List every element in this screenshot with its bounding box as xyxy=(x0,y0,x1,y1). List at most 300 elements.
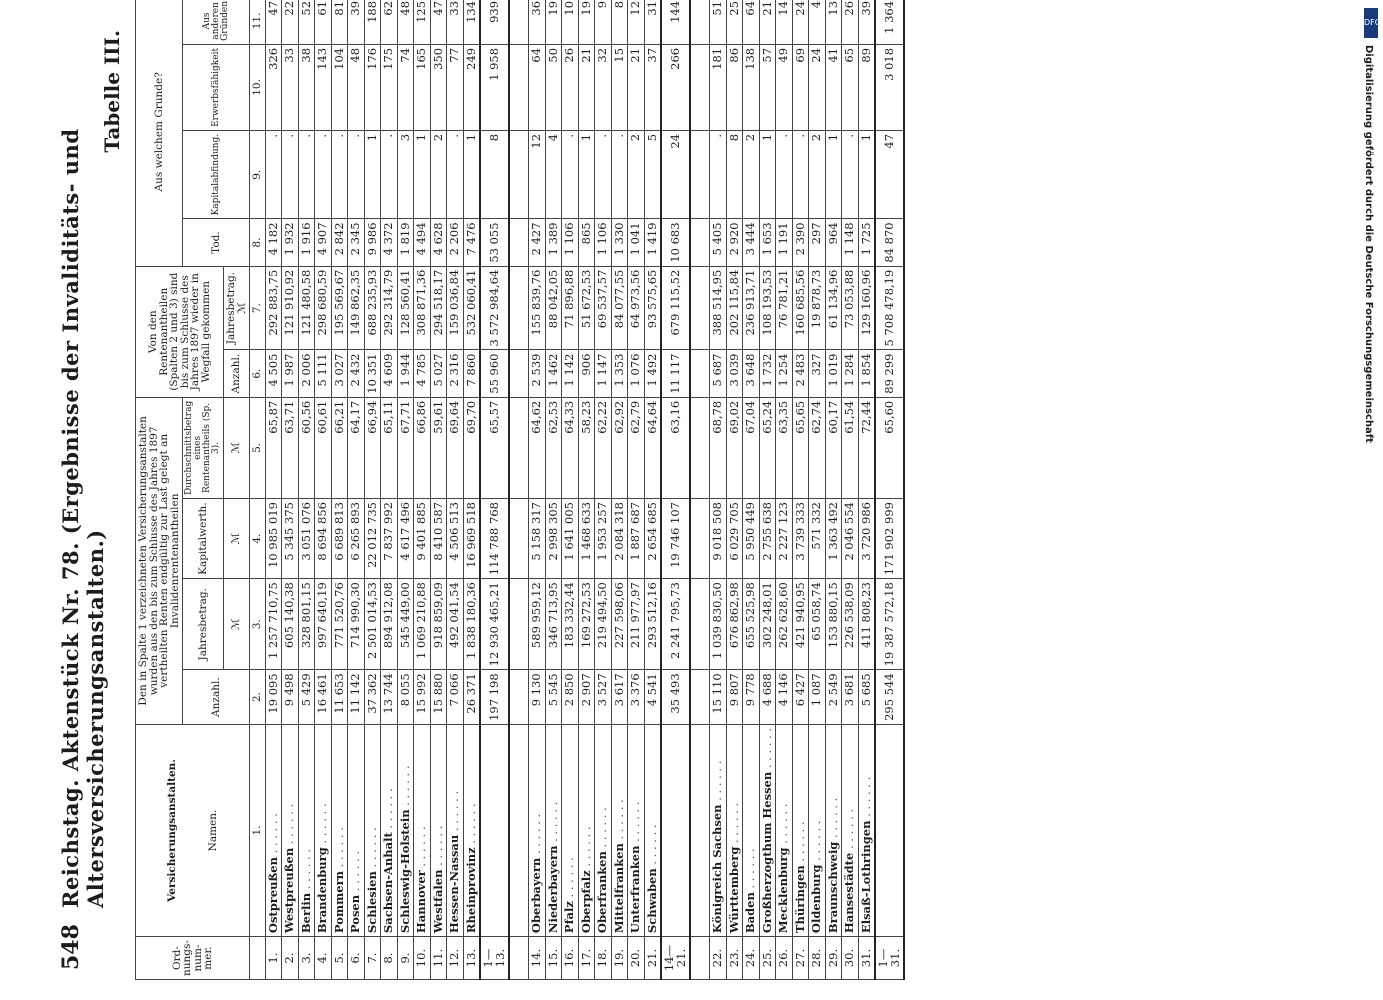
table-row xyxy=(842,0,859,980)
cell-name: Brandenburg . . . xyxy=(315,724,332,936)
cell-c4: 1 887 687 xyxy=(628,499,645,579)
cell-c5: 59,61 xyxy=(430,397,447,498)
cell-c6: 1 492 xyxy=(644,350,661,397)
cell-c4: 22 012 735 xyxy=(364,499,381,579)
cell-c6: 1 147 xyxy=(595,350,612,397)
cell-name xyxy=(661,724,690,936)
cell-ord: 30. xyxy=(842,937,859,980)
cell-c2: 295 544 xyxy=(875,670,904,725)
cell-c5: 58,23 xyxy=(578,397,595,498)
cell-c10: 181 xyxy=(710,44,727,130)
cell-c9: . xyxy=(298,130,315,219)
cell-c2: 15 110 xyxy=(710,670,727,725)
cell-c11: 47 xyxy=(430,0,447,44)
cell-c9: 2 xyxy=(628,130,645,219)
cell-name: Hannover . . . xyxy=(414,724,431,936)
cell-c10: 48 xyxy=(348,44,365,130)
cell-c6: 1 854 xyxy=(858,350,875,397)
cell-c6: 4 609 xyxy=(381,350,398,397)
cell-ord: 16. xyxy=(562,937,579,980)
cell-c9: . xyxy=(447,130,464,219)
cell-c8: 2 206 xyxy=(447,219,464,266)
cell-c2: 11 653 xyxy=(331,670,348,725)
cell-c4: 5 158 317 xyxy=(529,499,546,579)
cell-c4: 8 694 856 xyxy=(315,499,332,579)
cell-c3: 997 640,19 xyxy=(315,579,332,670)
cell-c4: 5 950 449 xyxy=(743,499,760,579)
cell-c7: 64 973,56 xyxy=(628,266,645,350)
cell-c6: 55 960 xyxy=(480,350,509,397)
col-name xyxy=(136,724,250,936)
cell-c7: 532 060,41 xyxy=(463,266,480,350)
cell-c10: 32 xyxy=(595,44,612,130)
cell-c7: 128 560,41 xyxy=(397,266,414,350)
idx-11: 11. xyxy=(250,0,266,44)
cell-c8: 1 916 xyxy=(298,219,315,266)
cell-c3: 1 838 180,36 xyxy=(463,579,480,670)
cell-c9: 2 xyxy=(809,130,826,219)
cell-c10: 37 xyxy=(644,44,661,130)
cell-c8: 1 725 xyxy=(858,219,875,266)
cell-c6: 906 xyxy=(578,350,595,397)
cell-c6: 1 019 xyxy=(825,350,842,397)
cell-c11: 64 xyxy=(743,0,760,44)
cell-c4: 5 345 375 xyxy=(282,499,299,579)
cell-c10: 1 958 xyxy=(480,44,509,130)
cell-c3: 302 248,01 xyxy=(759,579,776,670)
cell-c7: 71 896,88 xyxy=(562,266,579,350)
cell-ord: 14—21. xyxy=(661,937,690,980)
table-row xyxy=(562,0,579,980)
cell-name xyxy=(480,724,509,936)
cell-c3: 328 801,15 xyxy=(298,579,315,670)
cell-c5: 68,78 xyxy=(710,397,727,498)
cell-c5: 62,79 xyxy=(628,397,645,498)
cell-c11: 48 xyxy=(397,0,414,44)
cell-c10: 104 xyxy=(331,44,348,130)
cell-c2: 13 744 xyxy=(381,670,398,725)
cell-c11: 47 xyxy=(265,0,282,44)
cell-c10: 21 xyxy=(628,44,645,130)
col-anzahl: Anzahl. xyxy=(183,670,250,725)
cell-c8: 1 653 xyxy=(759,219,776,266)
cell-c8: 1 330 xyxy=(611,219,628,266)
cell-c11: 24 xyxy=(792,0,809,44)
cell-c7: 76 781,21 xyxy=(776,266,793,350)
table-row xyxy=(331,0,348,980)
cell-c10: 33 xyxy=(282,44,299,130)
idx-7: 7. xyxy=(250,266,266,350)
cell-c5: 72,44 xyxy=(858,397,875,498)
table-row xyxy=(611,0,628,980)
cell-ord: 11. xyxy=(430,937,447,980)
cell-name: Königreich Sachsen . . . xyxy=(710,724,727,936)
cell-name: Schleswig-Holstein . . . xyxy=(397,724,414,936)
cell-c8: 4 494 xyxy=(414,219,431,266)
cell-c5: 65,11 xyxy=(381,397,398,498)
table-row xyxy=(529,0,546,980)
cell-name: Baden . . . xyxy=(743,724,760,936)
cell-ord: 27. xyxy=(792,937,809,980)
cell-c5: 64,33 xyxy=(562,397,579,498)
cell-ord: 4. xyxy=(315,937,332,980)
cell-c6: 4 505 xyxy=(265,350,282,397)
cell-c3: 605 140,38 xyxy=(282,579,299,670)
col-tod: Tod. xyxy=(183,219,250,266)
cell-c11: 144 xyxy=(661,0,690,44)
cell-ord: 12. xyxy=(447,937,464,980)
cell-c2: 5 545 xyxy=(545,670,562,725)
cell-c6: 2 432 xyxy=(348,350,365,397)
cell-ord: 19. xyxy=(611,937,628,980)
cell-c4: 1 953 257 xyxy=(595,499,612,579)
col-group-a: Den in Spalte 1 verzeichneten Versicherungsanstalten wurden aus den bis zum Schlusse des Jahres 1897 vertheilten Renten endgültig zur Last gelegt an Invalidenrentenantheilen xyxy=(136,397,183,724)
cell-ord: 28. xyxy=(809,937,826,980)
cell-c7: 19 878,73 xyxy=(809,266,826,350)
cell-c7: 84 077,55 xyxy=(611,266,628,350)
table-row xyxy=(315,0,332,980)
cell-name: Sachsen-Anhalt . . . xyxy=(381,724,398,936)
table-row xyxy=(265,0,282,980)
table-row xyxy=(776,0,793,980)
cell-c4: 2 084 318 xyxy=(611,499,628,579)
cell-name: Oberfranken . . . xyxy=(595,724,612,936)
cell-c4: 9 401 885 xyxy=(414,499,431,579)
cell-c8: 84 870 xyxy=(875,219,904,266)
cell-ord: 31. xyxy=(858,937,875,980)
cell-c6: 5 111 xyxy=(315,350,332,397)
cell-c5: 65,60 xyxy=(875,397,904,498)
cell-c6: 2 483 xyxy=(792,350,809,397)
cell-c5: 66,21 xyxy=(331,397,348,498)
cell-c11: 51 xyxy=(710,0,727,44)
cell-c7: 388 514,95 xyxy=(710,266,727,350)
cell-c3: 219 494,50 xyxy=(595,579,612,670)
cell-name: Großherzogthum Hessen . . . xyxy=(759,724,776,936)
cell-ord: 24. xyxy=(743,937,760,980)
cell-c2: 3 617 xyxy=(611,670,628,725)
cell-c3: 183 332,44 xyxy=(562,579,579,670)
digitization-note: Digitalisierung gefördert durch die Deutsche Forschungsgemeinschaft xyxy=(1363,45,1374,443)
cell-c5: 69,64 xyxy=(447,397,464,498)
cell-c6: 1 254 xyxy=(776,350,793,397)
column-index-row xyxy=(250,0,266,980)
cell-c5: 60,61 xyxy=(315,397,332,498)
cell-c11: 52 xyxy=(298,0,315,44)
cell-c8: 1 389 xyxy=(545,219,562,266)
cell-c2: 2 549 xyxy=(825,670,842,725)
cell-c9: . xyxy=(348,130,365,219)
table-row xyxy=(726,0,743,980)
cell-name: Rheinprovinz . . . xyxy=(463,724,480,936)
cell-c11: 21 xyxy=(759,0,776,44)
cell-c11: 25 xyxy=(726,0,743,44)
cell-c11: 939 xyxy=(480,0,509,44)
cell-name: Pommern . . . xyxy=(331,724,348,936)
cell-c11: 12 xyxy=(628,0,645,44)
cell-c9: 3 xyxy=(397,130,414,219)
cell-ord: 1—13. xyxy=(480,937,509,980)
table-row xyxy=(792,0,809,980)
cell-c8: 4 628 xyxy=(430,219,447,266)
cell-c6: 1 353 xyxy=(611,350,628,397)
cell-c8: 1 106 xyxy=(562,219,579,266)
cell-c2: 7 066 xyxy=(447,670,464,725)
cell-c11: 4 xyxy=(809,0,826,44)
cell-c9: 1 xyxy=(759,130,776,219)
cell-c8: 4 372 xyxy=(381,219,398,266)
cell-c11: 26 xyxy=(842,0,859,44)
cell-c5: 65,24 xyxy=(759,397,776,498)
col-kapitalwerth: Kapitalwerth. xyxy=(183,499,224,579)
cell-c3: 714 990,30 xyxy=(348,579,365,670)
cell-c2: 2 850 xyxy=(562,670,579,725)
cell-c2: 5 429 xyxy=(298,670,315,725)
table-row xyxy=(414,0,431,980)
cell-c5: 66,94 xyxy=(364,397,381,498)
cell-c10: 49 xyxy=(776,44,793,130)
cell-ord: 6. xyxy=(348,937,365,980)
cell-c11: 1 364 xyxy=(875,0,904,44)
cell-c4: 19 746 107 xyxy=(661,499,690,579)
cell-c9: 12 xyxy=(529,130,546,219)
cell-c7: 202 115,84 xyxy=(726,266,743,350)
cell-name: Pfalz . . . xyxy=(562,724,579,936)
cell-c4: 3 739 333 xyxy=(792,499,809,579)
cell-c9: 1 xyxy=(463,130,480,219)
idx-2: 2. xyxy=(250,670,266,725)
cell-c10: 26 xyxy=(562,44,579,130)
cell-c11: 125 xyxy=(414,0,431,44)
cell-c11: 33 xyxy=(447,0,464,44)
cell-c2: 1 087 xyxy=(809,670,826,725)
cell-c3: 492 041,54 xyxy=(447,579,464,670)
table-body xyxy=(265,0,904,980)
cell-c10: 89 xyxy=(858,44,875,130)
cell-c10: 57 xyxy=(759,44,776,130)
cell-c6: 5 687 xyxy=(710,350,727,397)
cell-c10: 74 xyxy=(397,44,414,130)
cell-c4: 1 641 005 xyxy=(562,499,579,579)
cell-c11: 61 xyxy=(315,0,332,44)
cell-ord: 22. xyxy=(710,937,727,980)
idx-5: 5. xyxy=(250,397,266,498)
cell-c7: 160 685,56 xyxy=(792,266,809,350)
cell-name: Oberpfalz . . . xyxy=(578,724,595,936)
cell-c8: 3 444 xyxy=(743,219,760,266)
cell-c6: 89 299 xyxy=(875,350,904,397)
cell-c6: 5 027 xyxy=(430,350,447,397)
cell-c3: 169 272,53 xyxy=(578,579,595,670)
cell-c3: 153 880,15 xyxy=(825,579,842,670)
cell-c10: 24 xyxy=(809,44,826,130)
cell-c3: 65 058,74 xyxy=(809,579,826,670)
cell-c9: 47 xyxy=(875,130,904,219)
cell-c4: 1 363 492 xyxy=(825,499,842,579)
cell-c3: 293 512,16 xyxy=(644,579,661,670)
cell-c8: 1 041 xyxy=(628,219,645,266)
cell-c4: 6 265 893 xyxy=(348,499,365,579)
cell-c2: 3 527 xyxy=(595,670,612,725)
cell-c9: 5 xyxy=(644,130,661,219)
statistics-table xyxy=(135,0,905,980)
cell-c3: 346 713,95 xyxy=(545,579,562,670)
cell-c5: 69,02 xyxy=(726,397,743,498)
cell-name: Schlesien . . . xyxy=(364,724,381,936)
cell-c3: 2 501 014,53 xyxy=(364,579,381,670)
cell-c4: 2 654 685 xyxy=(644,499,661,579)
cell-c3: 589 959,12 xyxy=(529,579,546,670)
unit-kapitalwerth: ℳ xyxy=(224,499,250,579)
cell-c9: 24 xyxy=(661,130,690,219)
cell-c8: 1 191 xyxy=(776,219,793,266)
cell-c9: 4 xyxy=(545,130,562,219)
cell-name: Braunschweig . . . xyxy=(825,724,842,936)
sum-row xyxy=(661,0,690,980)
cell-c5: 65,57 xyxy=(480,397,509,498)
cell-name: Posen . . . xyxy=(348,724,365,936)
cell-c9: 1 xyxy=(578,130,595,219)
cell-c10: 38 xyxy=(298,44,315,130)
table-row xyxy=(710,0,727,980)
cell-c5: 62,92 xyxy=(611,397,628,498)
cell-c2: 197 198 xyxy=(480,670,509,725)
col-kapitalabfindung: Kapitalabfindung. xyxy=(183,130,250,219)
cell-c11: 13 xyxy=(825,0,842,44)
cell-c7: 159 036,84 xyxy=(447,266,464,350)
cell-name: Niederbayern . . . xyxy=(545,724,562,936)
cell-c7: 69 537,57 xyxy=(595,266,612,350)
cell-c11: 81 xyxy=(331,0,348,44)
cell-c5: 60,56 xyxy=(298,397,315,498)
cell-ord: 17. xyxy=(578,937,595,980)
idx-8: 8. xyxy=(250,219,266,266)
cell-c4: 171 902 999 xyxy=(875,499,904,579)
cell-c10: 138 xyxy=(743,44,760,130)
cell-c10: 249 xyxy=(463,44,480,130)
table-row xyxy=(282,0,299,980)
cell-c3: 262 628,60 xyxy=(776,579,793,670)
col-andere: Aus anderen Gründen xyxy=(183,0,250,44)
cell-c7: 298 680,59 xyxy=(315,266,332,350)
page-header xyxy=(40,20,124,980)
cell-c8: 4 182 xyxy=(265,219,282,266)
cell-c4: 2 755 638 xyxy=(759,499,776,579)
cell-name: Thüringen . . . xyxy=(792,724,809,936)
cell-c7: 155 839,76 xyxy=(529,266,546,350)
cell-name: Württemberg . . . xyxy=(726,724,743,936)
cell-c2: 16 461 xyxy=(315,670,332,725)
cell-c7: 149 862,35 xyxy=(348,266,365,350)
cell-c5: 63,35 xyxy=(776,397,793,498)
cell-c5: 62,53 xyxy=(545,397,562,498)
cell-c8: 53 055 xyxy=(480,219,509,266)
cell-c10: 326 xyxy=(265,44,282,130)
cell-c4: 8 410 587 xyxy=(430,499,447,579)
cell-c7: 61 134,96 xyxy=(825,266,842,350)
cell-c4: 1 468 633 xyxy=(578,499,595,579)
col-durchschnitt: Durchschnittsbetrag eines Rentenantheils (Sp. 3). xyxy=(183,397,224,498)
cell-ord: 26. xyxy=(776,937,793,980)
cell-c5: 65,87 xyxy=(265,397,282,498)
table-row xyxy=(430,0,447,980)
cell-ord: 2. xyxy=(282,937,299,980)
cell-ord: 9. xyxy=(397,937,414,980)
cell-c11: 134 xyxy=(463,0,480,44)
cell-c5: 67,71 xyxy=(397,397,414,498)
cell-c8: 4 907 xyxy=(315,219,332,266)
cell-c3: 2 241 795,73 xyxy=(661,579,690,670)
cell-c7: 294 518,17 xyxy=(430,266,447,350)
cell-c5: 60,17 xyxy=(825,397,842,498)
cell-c7: 3 572 984,64 xyxy=(480,266,509,350)
cell-c2: 8 055 xyxy=(397,670,414,725)
cell-c3: 227 598,06 xyxy=(611,579,628,670)
cell-ord: 5. xyxy=(331,937,348,980)
cell-c9: 1 xyxy=(858,130,875,219)
cell-ord: 18. xyxy=(595,937,612,980)
cell-c3: 655 525,98 xyxy=(743,579,760,670)
cell-c2: 9 130 xyxy=(529,670,546,725)
cell-c3: 771 520,76 xyxy=(331,579,348,670)
cell-name: Hessen-Nassau . . . xyxy=(447,724,464,936)
cell-c6: 10 351 xyxy=(364,350,381,397)
idx-1: 1. xyxy=(250,724,266,936)
sum-row xyxy=(480,0,509,980)
cell-c6: 1 076 xyxy=(628,350,645,397)
table-label: Tabelle III. xyxy=(100,30,124,153)
col-name-label: Namen. xyxy=(206,809,219,852)
table-row xyxy=(578,0,595,980)
cell-c8: 7 476 xyxy=(463,219,480,266)
cell-c5: 67,04 xyxy=(743,397,760,498)
cell-c5: 64,17 xyxy=(348,397,365,498)
cell-c2: 2 907 xyxy=(578,670,595,725)
cell-c9: . xyxy=(792,130,809,219)
cell-c2: 3 681 xyxy=(842,670,859,725)
cell-c7: 308 871,36 xyxy=(414,266,431,350)
cell-c10: 65 xyxy=(842,44,859,130)
cell-c8: 1 106 xyxy=(595,219,612,266)
cell-name: Oldenburg . . . xyxy=(809,724,826,936)
table-row xyxy=(644,0,661,980)
cell-name: Schwaben . . . xyxy=(644,724,661,936)
cell-c2: 4 146 xyxy=(776,670,793,725)
cell-name: Mecklenburg . . . xyxy=(776,724,793,936)
col-erwerbsfaehigkeit: Erwerbsfähigkeit xyxy=(183,44,250,130)
cell-c4: 3 720 986 xyxy=(858,499,875,579)
cell-c6: 1 462 xyxy=(545,350,562,397)
col-group-b: Von den Rentenantheilen (Spalten 2 und 3) sind bis zum Schlusse des Jahres 1897 wieder in Wegfall gekommen xyxy=(136,266,224,397)
rotated-page xyxy=(40,0,1370,980)
cell-c9: 1 xyxy=(414,130,431,219)
cell-c10: 64 xyxy=(529,44,546,130)
cell-c9: . xyxy=(331,130,348,219)
cell-c6: 2 316 xyxy=(447,350,464,397)
cell-c8: 2 920 xyxy=(726,219,743,266)
cell-c2: 15 992 xyxy=(414,670,431,725)
cell-c11: 31 xyxy=(644,0,661,44)
cell-c10: 41 xyxy=(825,44,842,130)
cell-ord: 8. xyxy=(381,937,398,980)
cell-c2: 9 807 xyxy=(726,670,743,725)
cell-c3: 421 940,95 xyxy=(792,579,809,670)
cell-c9: . xyxy=(381,130,398,219)
cell-c9: . xyxy=(595,130,612,219)
table-row xyxy=(595,0,612,980)
cell-c4: 114 788 768 xyxy=(480,499,509,579)
cell-c10: 21 xyxy=(578,44,595,130)
